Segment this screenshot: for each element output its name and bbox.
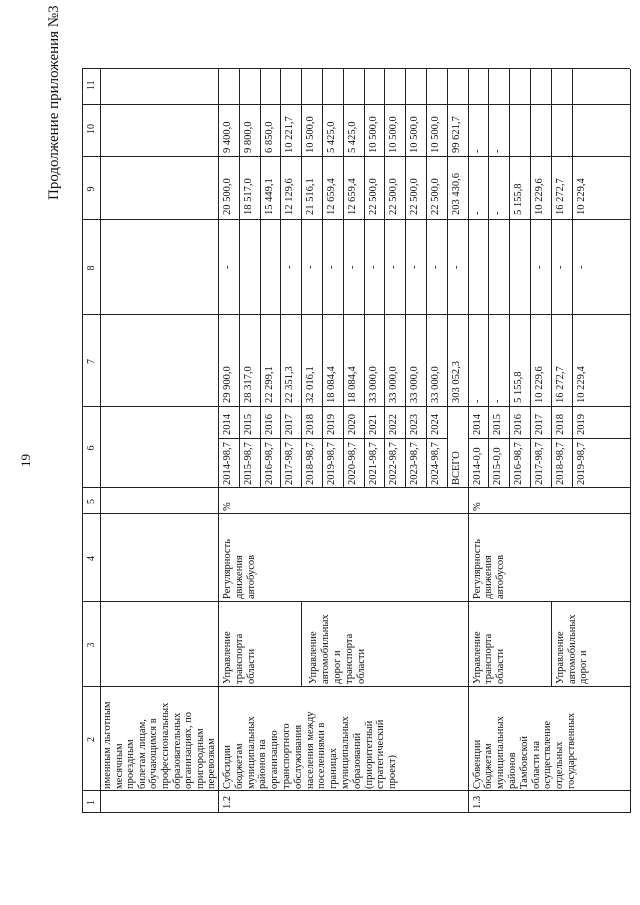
row-1-3-col9-value: 10 229,4	[575, 178, 587, 215]
row-1-2-col4-text: движения	[233, 555, 245, 599]
row-1-2-year: 2014	[222, 414, 233, 435]
row-1-3-number: 1.3	[471, 795, 483, 809]
row-1-2-year: 2022	[388, 414, 400, 435]
row-1-2-col8-value: -	[346, 265, 358, 269]
row-1-2-year-split	[218, 438, 447, 439]
row-1-3-col9-value: 5 155,8	[513, 183, 525, 215]
row-1-3-col9-value: -	[471, 211, 483, 215]
row-1-3-col6-value: 2014-0,0	[471, 447, 483, 485]
row-1-2-col9-value: 203 430,6	[450, 173, 462, 215]
row-1-2-year: 2016	[263, 414, 275, 435]
row-1-2-col6-value: 2019-98,7	[326, 442, 337, 485]
row-1-2-col8-value: -	[326, 265, 337, 269]
row-1-2-col7-value: 22 351,3	[284, 366, 296, 403]
row-1-3-col2-text: отдельных	[554, 741, 566, 789]
row-1-3-year: 2019	[575, 414, 587, 435]
row-1-3-col9-value: 10 229,6	[534, 178, 545, 215]
column-rule-3	[82, 601, 630, 602]
row-1-2-bottom-rule	[468, 69, 469, 813]
row-1-3-col10-value: -	[471, 149, 483, 153]
row-1-2-col2-text: проект)	[387, 755, 399, 789]
column-rule-4	[82, 513, 630, 514]
row-prev-col2-text: пригородным	[194, 728, 206, 789]
row-1-3-col2-text: осуществление	[542, 720, 554, 789]
row-1-2-subrow-rule	[426, 69, 427, 488]
row-prev-col2-text: именным льготным	[102, 701, 113, 789]
row-1-2-col2-text: транспортного	[281, 723, 292, 789]
row-1-2-col2-text: границах	[328, 748, 340, 789]
row-1-2-col6-value: 2021-98,7	[367, 442, 379, 485]
column-header-3: 3	[86, 642, 97, 648]
row-1-2-subrow-rule	[447, 69, 448, 488]
row-1-2-col2-text: бюджетам	[233, 743, 245, 789]
row-1-3-col8-value: -	[575, 265, 587, 269]
row-1-2-col10-value: 99 621,7	[450, 116, 462, 153]
column-header-1: 1	[86, 800, 97, 805]
row-prev-col2-text: билетам лицам,	[136, 719, 148, 789]
column-rule-2	[82, 686, 630, 687]
row-1-2-col9-value: 22 500,0	[367, 178, 379, 215]
row-1-2-col2-text: населения между	[304, 711, 316, 789]
row-1-2-col2-text: стратегический	[375, 719, 387, 789]
row-1-2-col7-value: 32 016,1	[305, 366, 317, 403]
row-prev-col2-text: месячным	[113, 743, 125, 789]
row-1-2-col6-value: 2022-98,7	[388, 442, 400, 485]
row-1-3-col9-value: 16 272,7	[554, 178, 566, 215]
row-1-3-year-split	[468, 438, 630, 439]
row-1-2-number: 1.2	[222, 795, 233, 809]
row-1-2-col6-value: 2017-98,7	[284, 442, 296, 485]
row-1-3-col10-value: -	[492, 149, 504, 153]
row-1-2-col10-value: 10 221,7	[284, 116, 296, 153]
row-1-2-col10-value: 10 500,0	[409, 116, 421, 153]
column-header-4: 4	[86, 556, 97, 561]
row-1-2-subrow-rule	[280, 69, 281, 488]
column-rule-1	[82, 790, 630, 791]
row-1-2-col8-value: -	[388, 265, 400, 269]
row-1-3-col6-value: 2016-98,7	[513, 442, 525, 485]
row-1-3-col3-text-a: Управление	[471, 631, 483, 684]
row-1-3-col4-text: движения	[483, 555, 495, 599]
continuation-title: Продолжение приложения №3	[46, 5, 62, 200]
column-rule-9	[82, 156, 630, 157]
row-1-3-subrow-rule	[488, 69, 489, 488]
row-1-2-col6-value: 2016-98,7	[263, 442, 275, 485]
row-prev-col2-text: организациях, по	[183, 712, 195, 789]
row-1-3-unit: %	[471, 502, 483, 511]
column-rule-6	[82, 406, 630, 407]
row-1-2-col3-text-b: дорог и	[332, 650, 343, 684]
row-1-2-col7-value: 18 084,4	[326, 366, 337, 403]
column-header-6: 6	[86, 445, 97, 451]
row-1-3-col3-text-b: Управление	[554, 631, 566, 684]
row-1-2-col7-value: 28 317,0	[242, 366, 254, 403]
row-1-2-col3-text-a: Управление	[222, 631, 233, 684]
row-1-2-col9-value: 20 500,0	[222, 178, 233, 215]
column-header-9: 9	[86, 186, 97, 192]
row-prev-bottom-rule	[218, 69, 219, 813]
row-1-2-subrow-rule	[384, 69, 385, 488]
row-1-3-year: 2016	[513, 414, 525, 435]
row-1-2-col3-text-b: транспорта	[343, 633, 355, 684]
row-1-2-col10-value: 9 400,0	[222, 121, 233, 153]
column-header-8: 8	[86, 265, 97, 271]
row-1-2-year: 2023	[409, 414, 421, 435]
row-1-2-col10-value: 10 500,0	[367, 116, 379, 153]
row-1-2-col9-value: 22 500,0	[409, 178, 421, 215]
row-1-2-col2-text: образований	[351, 732, 363, 789]
row-1-2-col7-value: 33 000,0	[430, 366, 441, 403]
row-1-2-col8-value: -	[450, 265, 462, 269]
column-rule-11	[82, 68, 630, 69]
row-1-2-col7-value: 22 299,1	[263, 366, 275, 403]
row-1-2-year: 2017	[284, 414, 296, 435]
row-1-2-col9-value: 18 517,0	[242, 178, 254, 215]
row-1-3-col3-text-a: области	[495, 648, 507, 684]
row-1-2-year: 2019	[326, 414, 337, 435]
row-1-2-col10-value: 5 425,0	[346, 121, 358, 153]
row-prev-col2-text: проездным	[125, 739, 137, 789]
row-1-2-col2-text: поселениями в	[316, 722, 328, 789]
row-1-3-col8-value: -	[534, 265, 545, 269]
column-header-7: 7	[86, 359, 97, 364]
row-1-3-col2-text: Субвенции	[471, 739, 483, 789]
row-1-2-col2-text: Субсидии	[222, 744, 233, 789]
column-rule-7	[82, 314, 630, 315]
row-1-2-subrow-rule	[301, 69, 302, 488]
row-1-2-subrow-rule	[343, 69, 344, 488]
row-1-2-col9-value: 12 659,4	[346, 178, 358, 215]
row-1-3-year: 2015	[492, 414, 504, 435]
row-1-3-col3-text-a: транспорта	[483, 633, 495, 684]
column-header-2: 2	[86, 737, 97, 742]
row-1-2-unit: %	[222, 502, 233, 511]
row-1-2-col2-text: организацию	[269, 730, 281, 789]
row-1-3-subrow-rule	[509, 69, 510, 488]
row-1-2-col8-value: -	[305, 265, 317, 269]
row-1-2-col7-value: 29 900,0	[222, 366, 233, 403]
row-1-3-col6-value: 2017-98,7	[534, 442, 545, 485]
row-1-3-col2-text: муниципальных	[495, 716, 507, 789]
row-1-2-year: 2018	[305, 414, 317, 435]
row-1-3-year: 2014	[471, 414, 483, 435]
row-1-2-col10-value: 5 425,0	[326, 121, 337, 153]
row-1-2-col2-text: районов на	[257, 739, 269, 789]
row-1-2-col9-value: 12 659,4	[326, 178, 337, 215]
row-1-3-col6-value: 2019-98,7	[575, 442, 587, 485]
row-1-2-subrow-rule	[405, 69, 406, 488]
row-1-2-year: 2021	[367, 414, 379, 435]
row-1-2-col7-value: 303 052,3	[450, 361, 462, 403]
row-prev-col2-text: обучающимся в	[148, 718, 160, 789]
row-1-3-col7-value: 5 155,8	[513, 371, 525, 403]
row-1-2-col9-value: 21 516,1	[305, 178, 317, 215]
row-1-3-col9-value: -	[492, 211, 504, 215]
row-1-3-col8-value: -	[554, 265, 566, 269]
row-1-2-col3-text-b: Управление	[308, 631, 320, 684]
column-rule-5	[82, 487, 630, 488]
row-1-2-col3-text-b: области	[355, 648, 367, 684]
row-1-3-col7-value: 16 272,7	[554, 366, 566, 403]
row-1-2-col6-value: 2023-98,7	[409, 442, 421, 485]
row-1-3-col4-text: автобусов	[495, 554, 507, 599]
column-header-5: 5	[86, 499, 97, 504]
header-bottom-rule	[100, 69, 101, 813]
row-prev-col2-text: профессиональных	[160, 702, 171, 789]
column-rule-8	[82, 219, 630, 220]
row-1-3-col2-text: Тамбовской	[518, 735, 530, 789]
row-1-2-col8-value: -	[222, 265, 233, 269]
row-1-2-col2-text: муниципальных	[245, 716, 257, 789]
row-1-2-subrow-rule	[364, 69, 365, 488]
row-1-2-col9-value: 22 500,0	[388, 178, 400, 215]
row-1-3-col7-value: -	[492, 399, 504, 403]
column-header-10: 10	[86, 124, 97, 134]
column-rule-0	[82, 812, 630, 813]
row-1-3-col7-value: 10 229,4	[575, 366, 587, 403]
row-1-2-col10-value: 10 500,0	[430, 116, 441, 153]
row-1-2-col9-value: 15 449,1	[263, 178, 275, 215]
row-1-2-col8-value: -	[284, 265, 296, 269]
row-1-2-col6-value: ВСЕГО	[450, 451, 462, 485]
row-1-2-col8-value: -	[367, 265, 379, 269]
row-1-2-subrow-rule	[260, 69, 261, 488]
column-rule-10	[82, 104, 630, 105]
row-1-3-subrow-rule	[530, 69, 531, 488]
row-1-3-col6-value: 2015-0,0	[492, 447, 504, 485]
row-1-3-col2-text: районов	[507, 752, 518, 789]
row-1-2-col8-value: -	[430, 265, 441, 269]
row-1-2-col7-value: 33 000,0	[367, 366, 379, 403]
row-1-2-col10-value: 9 800,0	[242, 121, 254, 153]
row-1-2-col9-value: 12 129,6	[284, 178, 296, 215]
row-1-3-col2-text: бюджетам	[483, 743, 495, 789]
row-1-2-col6-value: 2015-98,7	[242, 442, 254, 485]
row-1-3-year: 2018	[554, 414, 566, 435]
row-1-2-subrow-rule	[239, 69, 240, 488]
row-1-2-col7-value: 33 000,0	[388, 366, 400, 403]
row-1-3-col3-split-rule	[551, 602, 552, 687]
row-1-2-col3-text-b: автомобильных	[320, 614, 332, 684]
column-header-11: 11	[86, 80, 97, 90]
row-prev-col2-text: перевозкам	[206, 738, 218, 789]
row-1-2-col4-text: Регулярность	[222, 539, 233, 599]
row-1-3-col2-text: области на	[530, 740, 542, 789]
row-1-3-col4-text: Регулярность	[471, 539, 483, 599]
row-1-2-year: 2020	[346, 414, 358, 435]
row-1-2-col10-value: 10 500,0	[388, 116, 400, 153]
row-1-2-col6-value: 2020-98,7	[346, 442, 358, 485]
page-number: 19	[18, 454, 33, 467]
row-1-3-subrow-rule	[551, 69, 552, 488]
row-1-2-col2-text: муниципальных	[340, 716, 351, 789]
row-1-3-col7-value: 10 229,6	[534, 366, 545, 403]
row-1-2-col4-text: автобусов	[245, 554, 257, 599]
row-1-2-col3-text-a: области	[245, 648, 257, 684]
row-1-2-col2-text: обслуживания	[292, 724, 304, 789]
row-1-2-col9-value: 22 500,0	[430, 178, 441, 215]
row-1-2-year: 2024	[430, 414, 441, 435]
row-1-2-col10-value: 6 850,0	[263, 121, 275, 153]
row-1-3-col2-text: государственных	[566, 712, 577, 789]
table-top-rule	[82, 69, 83, 813]
row-1-2-col7-value: 18 084,4	[346, 366, 358, 403]
row-1-2-subrow-rule	[322, 69, 323, 488]
row-1-2-col6-value: 2014-98,7	[222, 442, 233, 485]
row-1-2-col7-value: 33 000,0	[409, 366, 421, 403]
row-1-2-col6-value: 2018-98,7	[305, 442, 317, 485]
row-1-3-year: 2017	[534, 414, 545, 435]
row-1-2-col2-text: (приоритетный	[363, 720, 375, 789]
row-1-2-col8-value: -	[409, 265, 421, 269]
row-1-2-col10-value: 10 500,0	[305, 116, 317, 153]
row-1-3-subrow-rule	[572, 69, 573, 488]
table-bottom-rule	[630, 69, 631, 813]
row-1-2-col6-value: 2024-98,7	[430, 442, 441, 485]
row-1-3-col7-value: -	[471, 399, 483, 403]
row-1-2-year: 2015	[242, 414, 254, 435]
row-1-2-col3-text-a: транспорта	[233, 633, 245, 684]
row-1-2-col3-split-rule	[301, 602, 302, 687]
row-1-3-col6-value: 2018-98,7	[554, 442, 566, 485]
row-1-3-col3-text-b: автомобильных	[566, 614, 578, 684]
row-1-3-col3-text-b: дорог и	[578, 650, 590, 684]
row-prev-col2-text: образовательных	[171, 712, 183, 789]
